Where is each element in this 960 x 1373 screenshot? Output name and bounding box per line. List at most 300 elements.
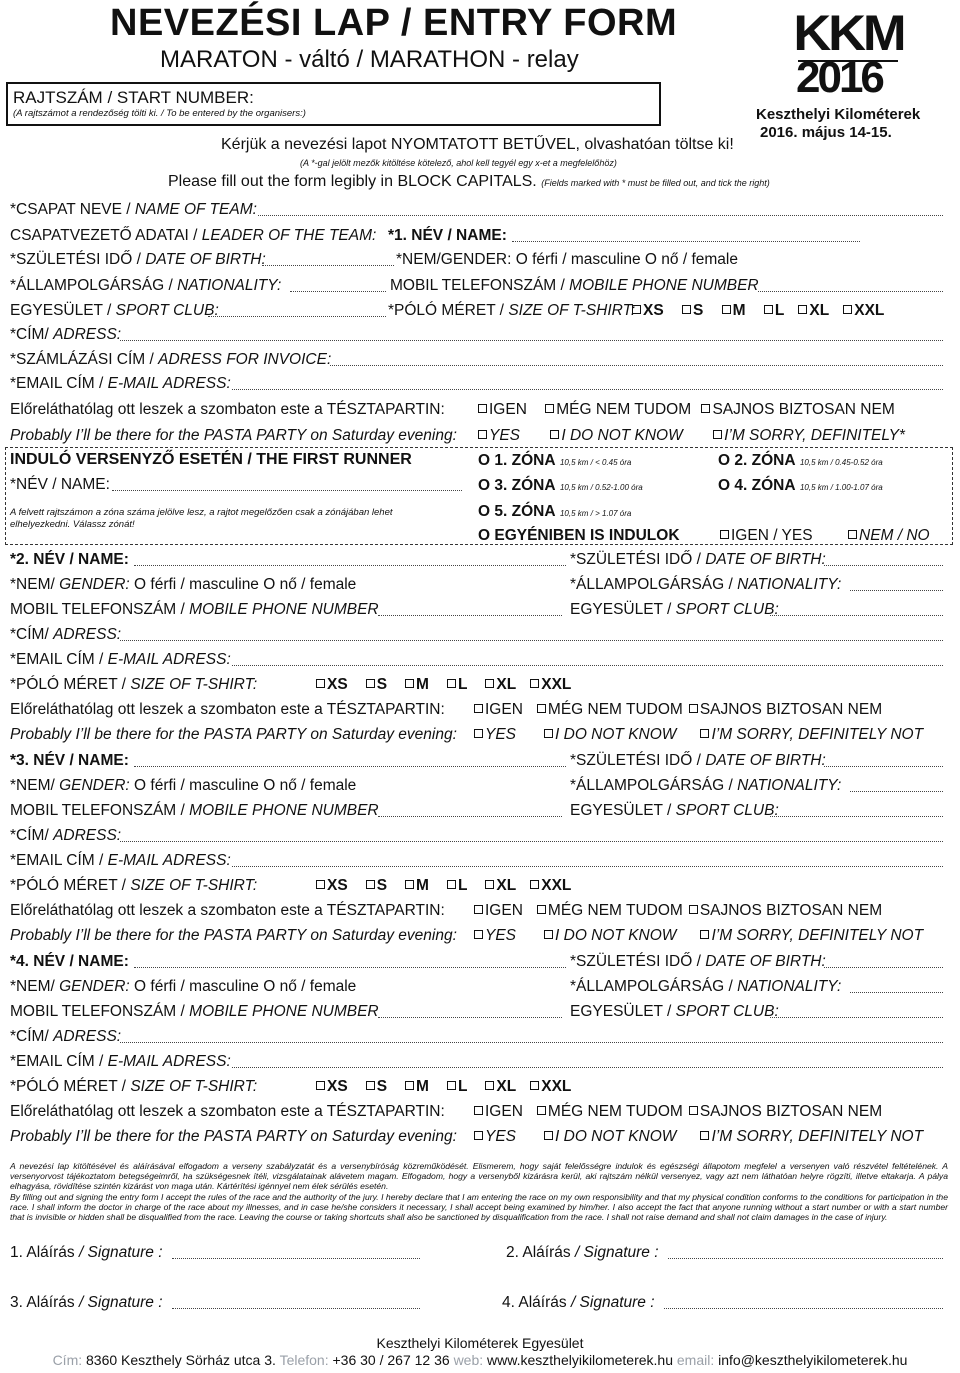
signature-3-num: 3. Aláírás bbox=[10, 1294, 79, 1311]
checkbox-icon bbox=[701, 404, 710, 413]
checkbox-icon bbox=[405, 880, 414, 889]
checkbox-icon bbox=[366, 1081, 375, 1090]
runner-4-name-label: *4. NÉV / NAME: bbox=[10, 953, 129, 970]
runner-3-label-en: E-MAIL ADRESS: bbox=[107, 852, 231, 869]
footer-address-label: Cím: bbox=[52, 1352, 83, 1368]
runner-2-size-xs-option[interactable] bbox=[316, 676, 348, 693]
runner-2-size-s-option[interactable] bbox=[366, 676, 387, 693]
runner-2-shirt-label bbox=[10, 675, 257, 695]
zone-3-option[interactable] bbox=[478, 476, 643, 496]
nationality-label bbox=[10, 276, 281, 296]
pasta-en-yes-option[interactable] bbox=[478, 427, 520, 444]
runner-4-label-en: MOBILE PHONE NUMBER bbox=[189, 1003, 379, 1020]
signature-3-label bbox=[10, 1293, 163, 1313]
checkbox-icon bbox=[474, 1131, 483, 1140]
signature-1-label bbox=[10, 1243, 163, 1263]
name1-field[interactable] bbox=[512, 241, 860, 242]
checkbox-icon bbox=[798, 305, 807, 314]
address-label bbox=[10, 325, 121, 345]
runner-4-label-hu: *EMAIL CÍM / bbox=[10, 1053, 108, 1070]
runner-2-email-field[interactable] bbox=[232, 665, 943, 666]
club-label bbox=[10, 301, 219, 321]
runner-3-size-xl-option[interactable] bbox=[485, 877, 516, 894]
runner-2-birth-field[interactable] bbox=[824, 565, 943, 566]
runner-3-pasta-en-no[interactable] bbox=[700, 927, 923, 944]
runner-2-name-field[interactable] bbox=[134, 565, 566, 566]
checkbox-icon bbox=[537, 905, 546, 914]
runner-2-email-label bbox=[10, 650, 231, 670]
pasta-no-label: SAJNOS BIZTOSAN NEM bbox=[712, 401, 895, 418]
runner-4-size-m-option-label: M bbox=[416, 1078, 429, 1095]
runner-3-pasta-no[interactable] bbox=[689, 902, 882, 919]
email-en: E-MAIL ADRESS: bbox=[107, 375, 231, 392]
checkbox-icon bbox=[544, 930, 553, 939]
footer-email-link[interactable]: info@keszthelyikilometerek.hu bbox=[718, 1352, 908, 1368]
runner-2-label-hu: *EMAIL CÍM / bbox=[10, 651, 108, 668]
runner-3-size-l-option[interactable] bbox=[447, 877, 467, 894]
invoice-field[interactable] bbox=[330, 365, 943, 366]
runner-4-label-en: SPORT CLUB: bbox=[675, 1003, 779, 1020]
nationality-field[interactable] bbox=[290, 291, 386, 292]
zone-2-label: O 2. ZÓNA bbox=[718, 452, 796, 469]
runner-3-nationality-field[interactable] bbox=[850, 791, 943, 792]
runner-3-pasta-en-yes[interactable] bbox=[474, 927, 516, 944]
runner-4-pasta-yes-label: IGEN bbox=[485, 1103, 523, 1120]
start-number-label: RAJTSZÁM / START NUMBER: bbox=[13, 88, 254, 107]
runner-4-pasta-en-options bbox=[474, 1127, 923, 1147]
signature-2-num: 2. Aláírás bbox=[506, 1244, 575, 1261]
runner-4-label-en: E-MAIL ADRESS: bbox=[107, 1053, 231, 1070]
first-runner-heading: INDULÓ VERSENYZŐ ESETÉN / THE FIRST RUNNER bbox=[10, 451, 412, 468]
runner-4-pasta-maybe[interactable] bbox=[537, 1103, 683, 1120]
runner-3-name-label: *3. NÉV / NAME: bbox=[10, 752, 129, 769]
runner-2-size-l-option[interactable] bbox=[447, 676, 467, 693]
checkbox-icon bbox=[530, 880, 539, 889]
checkbox-icon bbox=[316, 880, 325, 889]
checkbox-icon bbox=[689, 905, 698, 914]
runner-2-pasta-en-maybe[interactable] bbox=[544, 726, 676, 743]
runner-2-pasta-hu-label: Előreláthatólag ott leszek a szombaton este a TÉSZTAPARTIN: bbox=[10, 701, 445, 718]
runner-2-pasta-yes[interactable] bbox=[474, 701, 523, 718]
runner-2-label-hu: *CÍM/ bbox=[10, 626, 54, 643]
runner-4-label-en: DATE OF BIRTH: bbox=[705, 953, 826, 970]
runner-3-address-field[interactable] bbox=[120, 841, 943, 842]
checkbox-icon bbox=[537, 704, 546, 713]
runner-4-name-field[interactable] bbox=[134, 967, 566, 968]
zone-2-detail: 10,5 km / 0.45-0.52 óra bbox=[799, 458, 883, 467]
footer-address: 8360 Keszthely Sörház utca 3. bbox=[86, 1352, 276, 1368]
runner-4-pasta-no[interactable] bbox=[689, 1103, 882, 1120]
checkbox-icon bbox=[530, 679, 539, 688]
checkbox-icon bbox=[447, 880, 456, 889]
runner-3-label-en: NATIONALITY: bbox=[737, 777, 842, 794]
page-subtitle: MARATON - váltó / MARATHON - relay bbox=[160, 46, 579, 73]
runner-4-club-label bbox=[570, 1002, 779, 1022]
start-number-box[interactable] bbox=[6, 82, 661, 126]
pasta-no-option[interactable] bbox=[701, 401, 894, 418]
runner-2-size-l-option-label: L bbox=[457, 676, 468, 693]
runner-4-gender-options[interactable]: O férfi / masculine O nő / female bbox=[134, 978, 357, 995]
zone-5-label: O 5. ZÓNA bbox=[478, 503, 556, 520]
footer-web-link[interactable]: www.keszthelyikilometerek.hu bbox=[487, 1352, 673, 1368]
checkbox-icon bbox=[632, 305, 641, 314]
runner-3-size-xs-option-label: XS bbox=[327, 877, 348, 894]
pasta-yes-option[interactable] bbox=[478, 401, 527, 418]
zone-1-option[interactable] bbox=[478, 451, 631, 471]
zone-3-label: O 3. ZÓNA bbox=[478, 477, 556, 494]
runner-2-pasta-maybe-label: MÉG NEM TUDOM bbox=[547, 701, 683, 718]
legal-text-en: By filling out and signing the entry form I accept the rules of the race and the authority of the jury. I hereby declare that I am entering the race on my own responsibility and that my physical condition conforms to the conditions for participation in the race. I shall inform the doctor in charge of the race about my illnesses, and in case he/she considers it necessary, I shall accept being examined by him/her. I also accept the fact that anyone running without a start number or with a start number that is invisible or hidden shall be disqualified from the race. Leaving the course or taking shortcuts shall also be sanctioned by disqualification from the race. I shall not raise demand and shall not claim damages in the case of injury. bbox=[10, 1192, 948, 1223]
runner-3-pasta-yes[interactable] bbox=[474, 902, 523, 919]
runner-4-pasta-en-label: Probably I’ll be there for the PASTA PARTY on Saturday evening: bbox=[10, 1128, 457, 1145]
size-xs-label: XS bbox=[643, 302, 664, 319]
runner-2-label-en: SIZE OF T-SHIRT: bbox=[130, 676, 258, 693]
runner-2-size-xs-option-label: XS bbox=[327, 676, 348, 693]
runner-4-pasta-yes[interactable] bbox=[474, 1103, 523, 1120]
pasta-hu-label: Előreláthatólag ott leszek a szombaton este a TÉSZTAPARTIN: bbox=[10, 401, 445, 418]
email-field[interactable] bbox=[232, 389, 943, 390]
invoice-label bbox=[10, 350, 331, 370]
gender-options[interactable]: O férfi / masculine O nő / female bbox=[515, 251, 738, 268]
runner-3-label-hu: *SZÜLETÉSI IDŐ / bbox=[570, 752, 706, 769]
checkbox-icon bbox=[474, 704, 483, 713]
runner-2-pasta-hu-options bbox=[474, 700, 882, 720]
team-name-label bbox=[10, 200, 257, 220]
runner-4-size-l-option[interactable] bbox=[447, 1078, 467, 1095]
runner-2-phone-label bbox=[10, 600, 379, 620]
gender-hu: *NEM/GENDER: bbox=[396, 251, 516, 268]
nationality-en: NATIONALITY: bbox=[177, 277, 282, 294]
checkbox-icon bbox=[537, 1106, 546, 1115]
signature-2-field[interactable] bbox=[668, 1258, 943, 1259]
first-runner-name-field[interactable] bbox=[112, 490, 462, 491]
runner-4-email-field[interactable] bbox=[232, 1067, 943, 1068]
runner-3-gender-en: GENDER: bbox=[59, 777, 135, 794]
runner-4-pasta-maybe-label: MÉG NEM TUDOM bbox=[547, 1103, 683, 1120]
runner-3-shirt-options bbox=[316, 876, 571, 896]
size-xl-option[interactable] bbox=[798, 302, 829, 319]
checkbox-icon bbox=[545, 404, 554, 413]
phone-hu: MOBIL TELEFONSZÁM / bbox=[390, 277, 570, 294]
runner-4-label-hu: MOBIL TELEFONSZÁM / bbox=[10, 1003, 190, 1020]
runner-3-label-en: SIZE OF T-SHIRT: bbox=[130, 877, 258, 894]
checkbox-icon bbox=[366, 880, 375, 889]
runner-2-nationality-field[interactable] bbox=[850, 590, 943, 591]
address-field[interactable] bbox=[120, 340, 943, 341]
runner-3-size-m-option[interactable] bbox=[405, 877, 429, 894]
runner-4-pasta-hu-label: Előreláthatólag ott leszek a szombaton este a TÉSZTAPARTIN: bbox=[10, 1103, 445, 1120]
runner-3-nationality-label bbox=[570, 776, 841, 796]
runner-2-size-m-option[interactable] bbox=[405, 676, 429, 693]
runner-4-pasta-en-yes[interactable] bbox=[474, 1128, 516, 1145]
birth-field[interactable] bbox=[262, 265, 394, 266]
checkbox-icon bbox=[474, 905, 483, 914]
runner-4-gender-hu: *NEM/ bbox=[10, 978, 60, 995]
runner-4-nationality-field[interactable] bbox=[850, 992, 943, 993]
size-l-option[interactable] bbox=[764, 302, 784, 319]
runner-2-address-field[interactable] bbox=[120, 640, 943, 641]
checkbox-icon bbox=[713, 430, 722, 439]
runner-3-size-s-option-label: S bbox=[376, 877, 388, 894]
email-hu: *EMAIL CÍM / bbox=[10, 375, 108, 392]
runner-4-size-xl-option-label: XL bbox=[496, 1078, 517, 1095]
pasta-maybe-option[interactable] bbox=[545, 401, 691, 418]
signature-1-field[interactable] bbox=[172, 1258, 420, 1259]
size-s-option[interactable] bbox=[682, 302, 703, 319]
runner-4-size-xs-option[interactable] bbox=[316, 1078, 348, 1095]
checkbox-icon bbox=[689, 704, 698, 713]
runner-4-label-hu: *CÍM/ bbox=[10, 1028, 54, 1045]
address-hu: *CÍM/ bbox=[10, 326, 54, 343]
runner-2-size-xl-option[interactable] bbox=[485, 676, 516, 693]
runner-4-size-s-option-label: S bbox=[376, 1078, 388, 1095]
runner-3-email-field[interactable] bbox=[232, 866, 943, 867]
birth-label bbox=[10, 250, 266, 270]
runner-4-label-hu: EGYESÜLET / bbox=[570, 1003, 676, 1020]
invoice-en: ADRESS FOR INVOICE: bbox=[158, 351, 332, 368]
address-en: ADRESS: bbox=[53, 326, 122, 343]
runner-2-label-en: ADRESS: bbox=[53, 626, 122, 643]
runner-2-size-xxl-option-label: XXL bbox=[541, 676, 572, 693]
checkbox-icon bbox=[544, 729, 553, 738]
signature-4-label bbox=[502, 1293, 655, 1313]
gender-label bbox=[396, 250, 738, 270]
solo-yes-label: IGEN / YES bbox=[731, 527, 813, 544]
runner-3-label-hu: *CÍM/ bbox=[10, 827, 54, 844]
runner-2-label-hu: EGYESÜLET / bbox=[570, 601, 676, 618]
email-label bbox=[10, 374, 231, 394]
footer-contacts bbox=[0, 1352, 960, 1369]
footer-email-label: email: bbox=[676, 1352, 715, 1368]
runner-4-label-hu: *PÓLÓ MÉRET / bbox=[10, 1078, 131, 1095]
runner-3-size-xxl-option[interactable] bbox=[530, 877, 571, 894]
runner-2-size-xl-option-label: XL bbox=[496, 676, 517, 693]
runner-2-pasta-en-label: Probably I’ll be there for the PASTA PARTY on Saturday evening: bbox=[10, 726, 457, 743]
runner-4-size-m-option[interactable] bbox=[405, 1078, 429, 1095]
runner-2-club-field[interactable] bbox=[770, 615, 943, 616]
runner-2-nationality-label bbox=[570, 575, 841, 595]
logo-kkm: KKM bbox=[793, 5, 904, 61]
size-xs-option[interactable] bbox=[632, 302, 664, 319]
club-field[interactable] bbox=[208, 316, 386, 317]
runner-3-size-m-option-label: M bbox=[416, 877, 429, 894]
nationality-hu: *ÁLLAMPOLGÁRSÁG / bbox=[10, 277, 178, 294]
runner-3-label-hu: EGYESÜLET / bbox=[570, 802, 676, 819]
checkbox-icon bbox=[478, 430, 487, 439]
solo-option[interactable]: O EGYÉNIBEN IS INDULOK bbox=[478, 527, 680, 544]
checkbox-icon bbox=[447, 679, 456, 688]
shirt-label bbox=[388, 301, 635, 321]
club-hu: EGYESÜLET / bbox=[10, 302, 116, 319]
runner-3-pasta-maybe-label: MÉG NEM TUDOM bbox=[547, 902, 683, 919]
runner-3-birth-field[interactable] bbox=[824, 766, 943, 767]
runner-2-phone-field[interactable] bbox=[378, 615, 562, 616]
solo-yes-option[interactable] bbox=[720, 526, 813, 546]
checkbox-icon bbox=[764, 305, 773, 314]
runner-4-pasta-en-maybe-label: I DO NOT KNOW bbox=[555, 1128, 677, 1145]
start-number-note: (A rajtszámot a rendezőség tölti ki. / To be entered by the organisers:) bbox=[13, 108, 306, 119]
shirt-size-options bbox=[632, 301, 884, 321]
size-m-option[interactable] bbox=[722, 302, 746, 319]
runner-3-pasta-hu-options bbox=[474, 901, 882, 921]
runner-2-birth-label bbox=[570, 550, 826, 570]
checkbox-icon bbox=[485, 679, 494, 688]
name1-label: *1. NÉV / NAME: bbox=[388, 227, 507, 244]
runner-3-pasta-en-maybe-label: I DO NOT KNOW bbox=[555, 927, 677, 944]
solo-no-label: NEM / NO bbox=[859, 527, 930, 544]
pasta-en-no-option[interactable] bbox=[713, 427, 905, 444]
runner-2-pasta-maybe[interactable] bbox=[537, 701, 683, 718]
runner-3-shirt-label bbox=[10, 876, 257, 896]
signature-4-field[interactable] bbox=[664, 1308, 943, 1309]
runner-4-email-label bbox=[10, 1052, 231, 1072]
runner-2-pasta-en-no-label: I’M SORRY, DEFINITELY NOT bbox=[711, 726, 924, 743]
runner-3-label-hu: *EMAIL CÍM / bbox=[10, 852, 108, 869]
runner-3-club-field[interactable] bbox=[770, 816, 943, 817]
checkbox-icon bbox=[447, 1081, 456, 1090]
zone-5-option[interactable] bbox=[478, 502, 631, 522]
club-en: SPORT CLUB: bbox=[115, 302, 219, 319]
runner-3-phone-field[interactable] bbox=[378, 816, 562, 817]
birth-en: DATE OF BIRTH: bbox=[145, 251, 266, 268]
runner-2-gender-en: GENDER: bbox=[59, 576, 135, 593]
runner-4-size-xxl-option[interactable] bbox=[530, 1078, 571, 1095]
runner-2-label-en: MOBILE PHONE NUMBER bbox=[189, 601, 379, 618]
runner-3-size-l-option-label: L bbox=[457, 877, 468, 894]
shirt-hu: *PÓLÓ MÉRET / bbox=[388, 302, 509, 319]
runner-3-pasta-hu-label: Előreláthatólag ott leszek a szombaton este a TÉSZTAPARTIN: bbox=[10, 902, 445, 919]
signature-2-label bbox=[506, 1243, 659, 1263]
team-name-en: NAME OF TEAM: bbox=[134, 201, 257, 218]
pasta-maybe-label: MÉG NEM TUDOM bbox=[556, 401, 692, 418]
checkbox-icon bbox=[478, 404, 487, 413]
runner-3-pasta-maybe[interactable] bbox=[537, 902, 683, 919]
runner-3-name-field[interactable] bbox=[134, 766, 566, 767]
runner-2-pasta-yes-label: IGEN bbox=[485, 701, 523, 718]
runner-4-size-xl-option[interactable] bbox=[485, 1078, 516, 1095]
runner-3-label-en: DATE OF BIRTH: bbox=[705, 752, 826, 769]
runner-2-label-hu: MOBIL TELEFONSZÁM / bbox=[10, 601, 190, 618]
runner-4-label-en: SIZE OF T-SHIRT: bbox=[130, 1078, 258, 1095]
pasta-en-maybe-option[interactable] bbox=[550, 427, 682, 444]
checkbox-icon bbox=[485, 880, 494, 889]
runner-2-gender-options[interactable]: O férfi / masculine O nő / female bbox=[134, 576, 357, 593]
runner-3-pasta-en-maybe[interactable] bbox=[544, 927, 676, 944]
runner-3-size-xs-option[interactable] bbox=[316, 877, 348, 894]
runner-2-size-s-option-label: S bbox=[376, 676, 388, 693]
zone-1-detail: 10,5 km / < 0.45 óra bbox=[559, 458, 632, 467]
runner-2-pasta-no-label: SAJNOS BIZTOSAN NEM bbox=[699, 701, 883, 718]
signature-4-text: / Signature : bbox=[570, 1294, 655, 1311]
runner-4-shirt-label bbox=[10, 1077, 257, 1097]
runner-2-gender-hu: *NEM/ bbox=[10, 576, 60, 593]
runner-4-pasta-en-maybe[interactable] bbox=[544, 1128, 676, 1145]
signature-4-num: 4. Aláírás bbox=[502, 1294, 571, 1311]
runner-2-label-hu: *ÁLLAMPOLGÁRSÁG / bbox=[570, 576, 738, 593]
zone-4-detail: 10,5 km / 1.00-1.07 óra bbox=[799, 483, 883, 492]
signature-2-text: / Signature : bbox=[574, 1244, 659, 1261]
solo-no-option[interactable] bbox=[848, 526, 930, 546]
checkbox-icon bbox=[405, 679, 414, 688]
runner-4-club-field[interactable] bbox=[770, 1017, 943, 1018]
footer-phone-label: Telefon: bbox=[279, 1352, 329, 1368]
phone-en: MOBILE PHONE NUMBER bbox=[569, 277, 759, 294]
runner-4-birth-label bbox=[570, 952, 826, 972]
signature-1-num: 1. Aláírás bbox=[10, 1244, 79, 1261]
runner-4-phone-field[interactable] bbox=[378, 1017, 562, 1018]
runner-2-label-hu: *PÓLÓ MÉRET / bbox=[10, 676, 131, 693]
runner-4-size-s-option[interactable] bbox=[366, 1078, 387, 1095]
signature-3-field[interactable] bbox=[172, 1308, 420, 1309]
runner-2-pasta-en-no[interactable] bbox=[700, 726, 923, 743]
runner-2-address-label bbox=[10, 625, 121, 645]
runner-3-pasta-en-yes-label: YES bbox=[485, 927, 517, 944]
signature-1-text: / Signature : bbox=[78, 1244, 163, 1261]
checkbox-icon bbox=[550, 430, 559, 439]
runner-3-gender-options[interactable]: O férfi / masculine O nő / female bbox=[134, 777, 357, 794]
logo-date: 2016. május 14-15. bbox=[760, 124, 892, 141]
zone-4-label: O 4. ZÓNA bbox=[718, 477, 796, 494]
runner-2-size-m-option-label: M bbox=[416, 676, 429, 693]
runner-3-size-xxl-option-label: XXL bbox=[541, 877, 572, 894]
footer-org: Keszthelyi Kilométerek Egyesület bbox=[376, 1335, 584, 1351]
runner-4-size-xxl-option-label: XXL bbox=[541, 1078, 572, 1095]
runner-2-shirt-options bbox=[316, 675, 571, 695]
checkbox-icon bbox=[405, 1081, 414, 1090]
runner-4-address-field[interactable] bbox=[120, 1042, 943, 1043]
request-en-text: Please fill out the form legibly in BLOCK CAPITALS. bbox=[168, 173, 537, 190]
zone-2-option[interactable] bbox=[718, 451, 883, 471]
birth-hu: *SZÜLETÉSI IDŐ / bbox=[10, 251, 146, 268]
size-l-label: L bbox=[774, 302, 785, 319]
pasta-yes-label: IGEN bbox=[489, 401, 527, 418]
runner-2-pasta-en-maybe-label: I DO NOT KNOW bbox=[555, 726, 677, 743]
pasta-hu-options bbox=[478, 400, 895, 420]
runner-2-label-en: SPORT CLUB: bbox=[675, 601, 779, 618]
runner-4-pasta-hu-options bbox=[474, 1102, 882, 1122]
phone-field[interactable] bbox=[758, 291, 943, 292]
runner-2-gender-label bbox=[10, 575, 356, 595]
runner-2-size-xxl-option[interactable] bbox=[530, 676, 571, 693]
runner-2-pasta-no[interactable] bbox=[689, 701, 882, 718]
runner-4-birth-field[interactable] bbox=[824, 967, 943, 968]
signature-3-text: / Signature : bbox=[78, 1294, 163, 1311]
checkbox-icon bbox=[700, 729, 709, 738]
zone-4-option[interactable] bbox=[718, 476, 883, 496]
checkbox-icon bbox=[720, 530, 729, 539]
runner-3-label-hu: MOBIL TELEFONSZÁM / bbox=[10, 802, 190, 819]
note-hu: (A *-gal jelölt mezők kitöltése kötelező, ahol kell tegyél egy x-et a megfelelőhöz) bbox=[300, 158, 617, 168]
runner-3-size-s-option[interactable] bbox=[366, 877, 387, 894]
pasta-en-no-label: I’M SORRY, DEFINITELY* bbox=[724, 427, 905, 444]
leader-label bbox=[10, 226, 376, 246]
runner-2-label-en: NATIONALITY: bbox=[737, 576, 842, 593]
runner-3-birth-label bbox=[570, 751, 826, 771]
footer-web-label: web: bbox=[453, 1352, 484, 1368]
size-m-label: M bbox=[732, 302, 746, 319]
runner-3-label-hu: *PÓLÓ MÉRET / bbox=[10, 877, 131, 894]
leader-en: LEADER OF THE TEAM: bbox=[201, 227, 377, 244]
checkbox-icon bbox=[700, 1131, 709, 1140]
logo-year: 2016 bbox=[796, 53, 882, 102]
runner-4-label-hu: *SZÜLETÉSI IDŐ / bbox=[570, 953, 706, 970]
runner-2-pasta-en-yes[interactable] bbox=[474, 726, 516, 743]
team-name-field[interactable] bbox=[258, 215, 943, 216]
runner-3-size-xl-option-label: XL bbox=[496, 877, 517, 894]
size-xxl-option[interactable] bbox=[843, 302, 884, 319]
runner-4-pasta-en-no[interactable] bbox=[700, 1128, 923, 1145]
logo-rule bbox=[798, 60, 898, 62]
